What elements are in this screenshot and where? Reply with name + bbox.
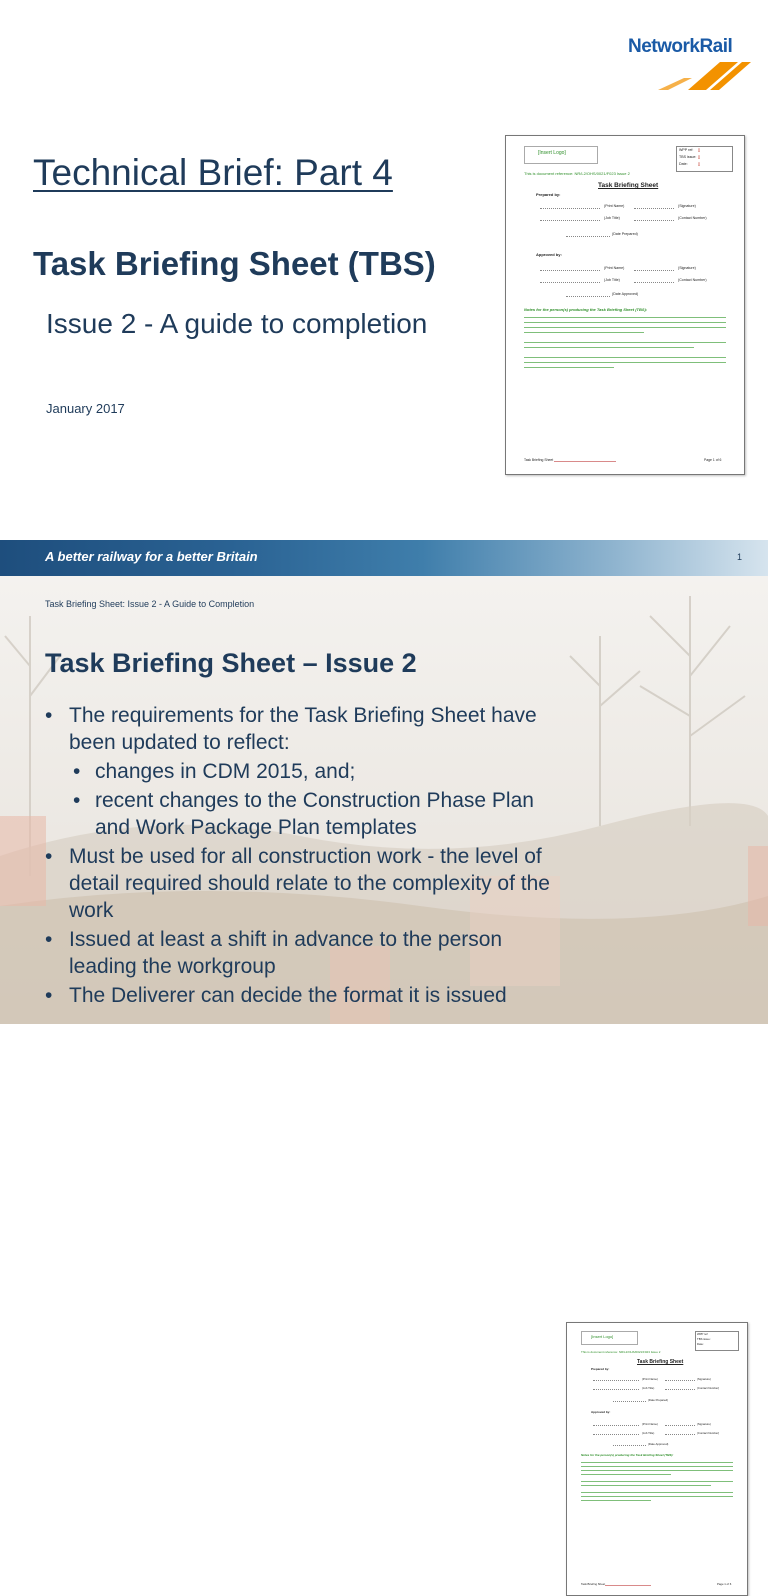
bullet-item: • The Deliverer can decide the format it is issued: [45, 982, 565, 1009]
content-slide: [0, 576, 768, 1586]
date-prepared-label: (Date Prepared): [648, 1398, 669, 1402]
insert-logo-label: [Insert Logo]: [538, 150, 566, 156]
job-title-label-1: (Job Title): [642, 1386, 655, 1390]
title-slide: [0, 0, 768, 576]
tbs-issue-label: TBS issue:: [697, 1337, 711, 1341]
slide-header: Task Briefing Sheet: Issue 2 - A Guide to Completion: [45, 599, 255, 609]
contact-number-label-2: (Contact Number): [697, 1431, 720, 1435]
doc-page-number: Page 1 of 6: [704, 458, 722, 462]
prepared-by-label: Prepared by:: [591, 1367, 610, 1371]
notes-heading: Notes for the person(s) producing the Task Briefing Sheet (TBS):: [581, 1453, 674, 1457]
date-prepared-label: (Date Prepared): [612, 232, 638, 236]
doc-reference: This is document reference: NR/L2/OHS/0021/F023 Issue 2: [581, 1350, 661, 1354]
doc-page-number: Page 1 of 6: [717, 1582, 732, 1586]
signature-label-1: (Signature): [697, 1377, 711, 1381]
logo-swoosh-icon: [648, 58, 753, 92]
print-name-label-2: (Print Name): [604, 266, 625, 270]
tagline: A better railway for a better Britain: [45, 549, 258, 564]
contact-number-label-2: (Contact Number): [678, 278, 707, 282]
tbs-issue-label: TBS issue:: [679, 155, 697, 159]
document-thumbnail-2: [566, 1322, 748, 1596]
doc-footer: Task Briefing Sheet: [581, 1582, 606, 1586]
job-title-label-2: (Job Title): [642, 1431, 655, 1435]
approved-by-label: Approved by:: [536, 252, 562, 257]
doc-heading: Task Briefing Sheet: [637, 1359, 684, 1365]
wpp-ref-label: WPP ref:: [679, 148, 694, 152]
approved-by-label: Approved by:: [591, 1410, 611, 1414]
slide-subtitle: Task Briefing Sheet (TBS): [33, 245, 436, 282]
notes-heading: Notes for the person(s) producing the Task Briefing Sheet (TBS):: [524, 307, 648, 312]
footer-bar: [0, 540, 768, 576]
signature-label-2: (Signature): [678, 266, 696, 270]
doc-reference: This is document reference: NR/L2/OHS/0021/F023 Issue 2: [524, 171, 630, 176]
prepared-by-label: Prepared by:: [536, 192, 561, 197]
print-name-label-2: (Print Name): [642, 1422, 658, 1426]
signature-label-2: (Signature): [697, 1422, 711, 1426]
slide-title: Task Briefing Sheet – Issue 2: [45, 648, 417, 678]
issue-text: Issue 2 - A guide to completion: [46, 308, 428, 339]
logo-text: NetworkRail: [628, 36, 733, 57]
bullet-item: • Must be used for all construction work - the level of detail required should relate to the complexity of the work: [45, 843, 565, 924]
date-approved-label: (Date Approved): [648, 1442, 669, 1446]
print-name-label-1: (Print Name): [604, 204, 625, 208]
slide-page-number: 1: [737, 552, 743, 562]
job-title-label-2: (Job Title): [604, 278, 620, 282]
date-text: January 2017: [46, 401, 125, 416]
contact-number-label-1: (Contact Number): [678, 216, 707, 220]
print-name-label-1: (Print Name): [642, 1377, 658, 1381]
signature-label-1: (Signature): [678, 204, 696, 208]
contact-number-label-1: (Contact Number): [697, 1386, 720, 1390]
date-label: Date:: [697, 1342, 704, 1346]
slide-title: Technical Brief: Part 4: [33, 152, 393, 193]
document-thumbnail: [Insert Logo] WPP ref: [] TBS issue: [] Date: [] This is document reference: NR/L2/OHS/0021/F023 Issue 2 Task Briefing Sheet Prepared by: (Print Name) (Signature) (Job Title) (Contact Number) (Date Prepared) Approved by: (Print Name) (Signature) (Job Title) (Contact Number) (Date Approved) Notes for the person(s) producing the Task Briefing Sheet (TBS): Task Briefing Sheet Page 1 of 6: [505, 135, 745, 475]
bullet-list: [45, 702, 565, 1011]
doc-footer: Task Briefing Sheet: [524, 458, 554, 462]
sub-bullet-item: • changes in CDM 2015, and;: [73, 758, 565, 785]
sub-bullet-item: • recent changes to the Construction Phase Plan and Work Package Plan templates: [73, 787, 565, 841]
bullet-item: • Issued at least a shift in advance to the person leading the workgroup: [45, 926, 565, 980]
wpp-ref-label: WPP ref:: [697, 1332, 709, 1336]
network-rail-logo: [628, 30, 753, 92]
bullet-item: • The requirements for the Task Briefing Sheet have been updated to reflect:: [45, 702, 565, 756]
date-label: Date:: [679, 162, 688, 166]
date-approved-label: (Date Approved): [612, 292, 639, 296]
doc-heading: Task Briefing Sheet: [598, 182, 659, 189]
insert-logo-label: [Insert Logo]: [591, 1334, 614, 1339]
job-title-label-1: (Job Title): [604, 216, 620, 220]
